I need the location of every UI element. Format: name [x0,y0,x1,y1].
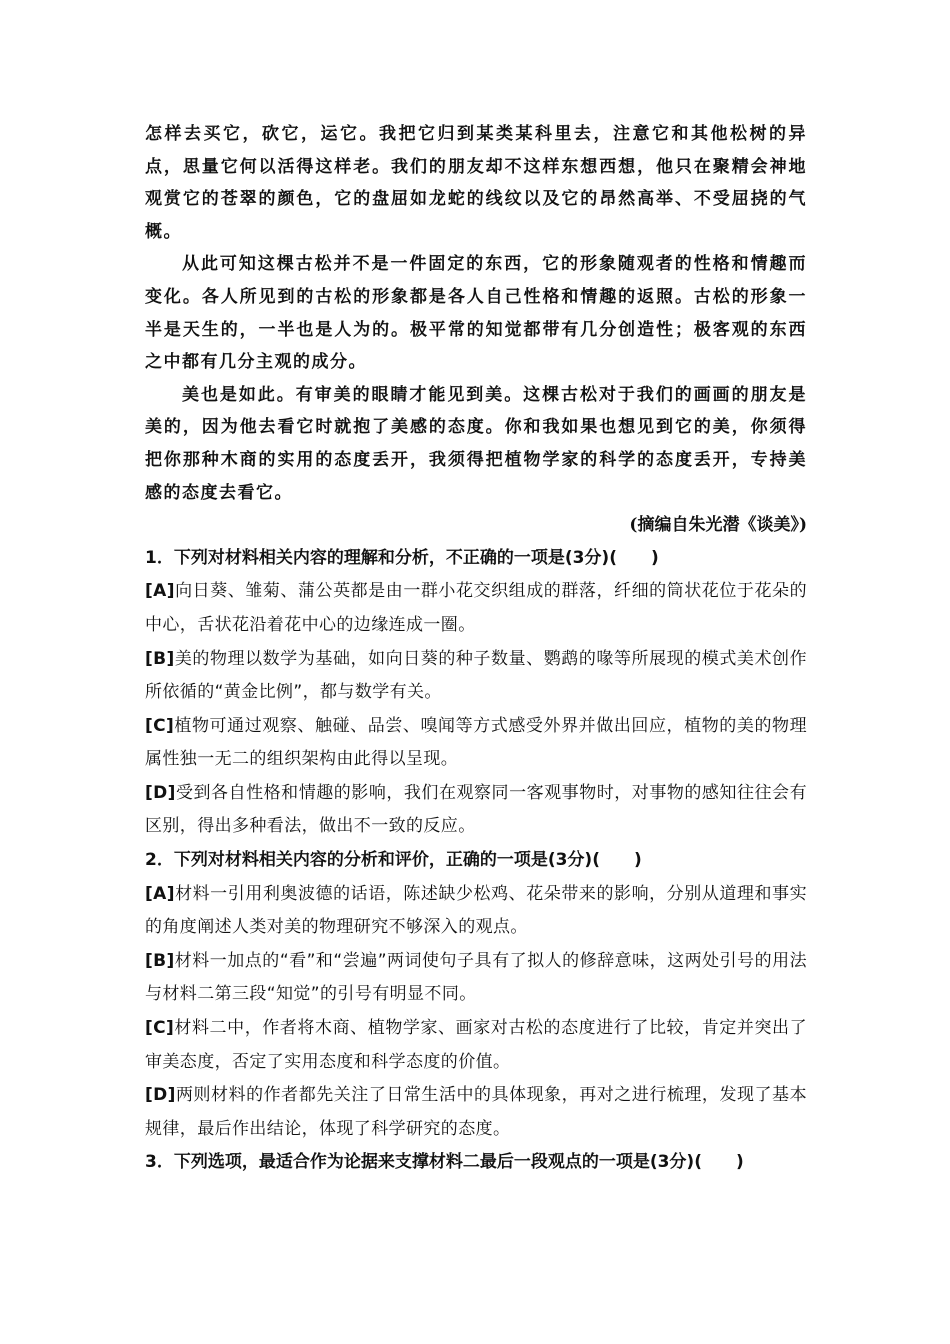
answer-option-c[interactable] [145,710,807,777]
option-text: 材料一加点的“看”和“尝遍”两词使句子具有了拟人的修辞意味，这两处引号的用法与材料二第三段“知觉”的引号有明显不同。 [145,950,807,1005]
option-letter: [D] [145,1085,176,1106]
option-text: 材料一引用利奥波德的话语，陈述缺少松鸡、花朵带来的影响，分别从道理和事实的角度阐述人类对美的物理研究不够深入的观点。 [145,883,807,938]
question-stem: 1．下列对材料相关内容的理解和分析，不正确的一项是(3分)( ) [145,547,659,568]
option-text: 两则材料的作者都先关注了日常生活中的具体现象，再对之进行梳理，发现了基本规律，最后作出结论，体现了科学研究的态度。 [145,1085,807,1139]
option-letter: [A] [145,581,175,602]
answer-option-c[interactable] [145,1012,807,1079]
answer-option-d[interactable] [145,777,807,844]
option-text: 材料二中，作者将木商、植物学家、画家对古松的态度进行了比较，肯定并突出了审美态度，否定了实用态度和科学态度的价值。 [145,1018,807,1072]
passage-paragraph: 从此可知这棵古松并不是一件固定的东西，它的形象随观者的性格和情趣而变化。各人所见到的古松的形象都是各人自己性格和情趣的返照。古松的形象一半是天生的，一半也是人为的。极平常的知觉都带有几分创造性；极客观的东西之中都有几分主观的成分。 [145,254,807,373]
answer-option-b[interactable] [145,945,807,1012]
passage-paragraph: 怎样去买它，砍它，运它。我把它归到某类某科里去，注意它和其他松树的异点，思量它何以活得这样老。我们的朋友却不这样东想西想，他只在聚精会神地观赏它的苍翠的颜色，它的盘屈如龙蛇的线纹以及它的昂然高举、不受屈挠的气概。 [145,124,807,242]
answer-option-a[interactable] [145,878,807,945]
option-text: 向日葵、雏菊、蒲公英都是由一群小花交织组成的群落，纤细的筒状花位于花朵的中心，舌状花沿着花中心的边缘连成一圈。 [145,581,807,635]
option-letter: [A] [145,883,175,904]
option-letter: [C] [145,1018,175,1039]
document-page [145,118,807,1180]
passage-paragraph: 美也是如此。有审美的眼睛才能见到美。这棵古松对于我们的画画的朋友是美的，因为他去看它时就抱了美感的态度。你和我如果也想见到它的美，你须得把你那种木商的实用的态度丢开，我须得把植物学家的科学的态度丢开，专持美感的态度去看它。 [145,384,807,503]
option-letter: [D] [145,782,176,803]
question-stem: 2．下列对材料相关内容的分析和评价，正确的一项是(3分)( ) [145,850,642,871]
answer-option-b[interactable] [145,643,807,710]
option-text: 受到各自性格和情趣的影响，我们在观察同一客观事物时，对事物的感知往往会有区别，得出多种看法，做出不一致的反应。 [145,782,807,837]
option-text: 植物可通过观察、触碰、品尝、嗅闻等方式感受外界并做出回应，植物的美的物理属性独一无二的组织架构由此得以呈现。 [145,715,807,770]
option-letter: [B] [145,950,175,971]
question-stem: 3．下列选项，最适合作为论据来支撑材料二最后一段观点的一项是(3分)( ) [145,1152,744,1173]
answer-option-a[interactable] [145,575,807,642]
option-letter: [B] [145,648,175,669]
option-text: 美的物理以数学为基础，如向日葵的种子数量、鹦鹉的喙等所展现的模式美术创作所依循的“黄金比例”，都与数学有关。 [145,648,807,703]
option-letter: [C] [145,715,175,736]
answer-option-d[interactable] [145,1079,807,1146]
passage-source: (摘编自朱光潜《谈美》) [629,515,807,536]
